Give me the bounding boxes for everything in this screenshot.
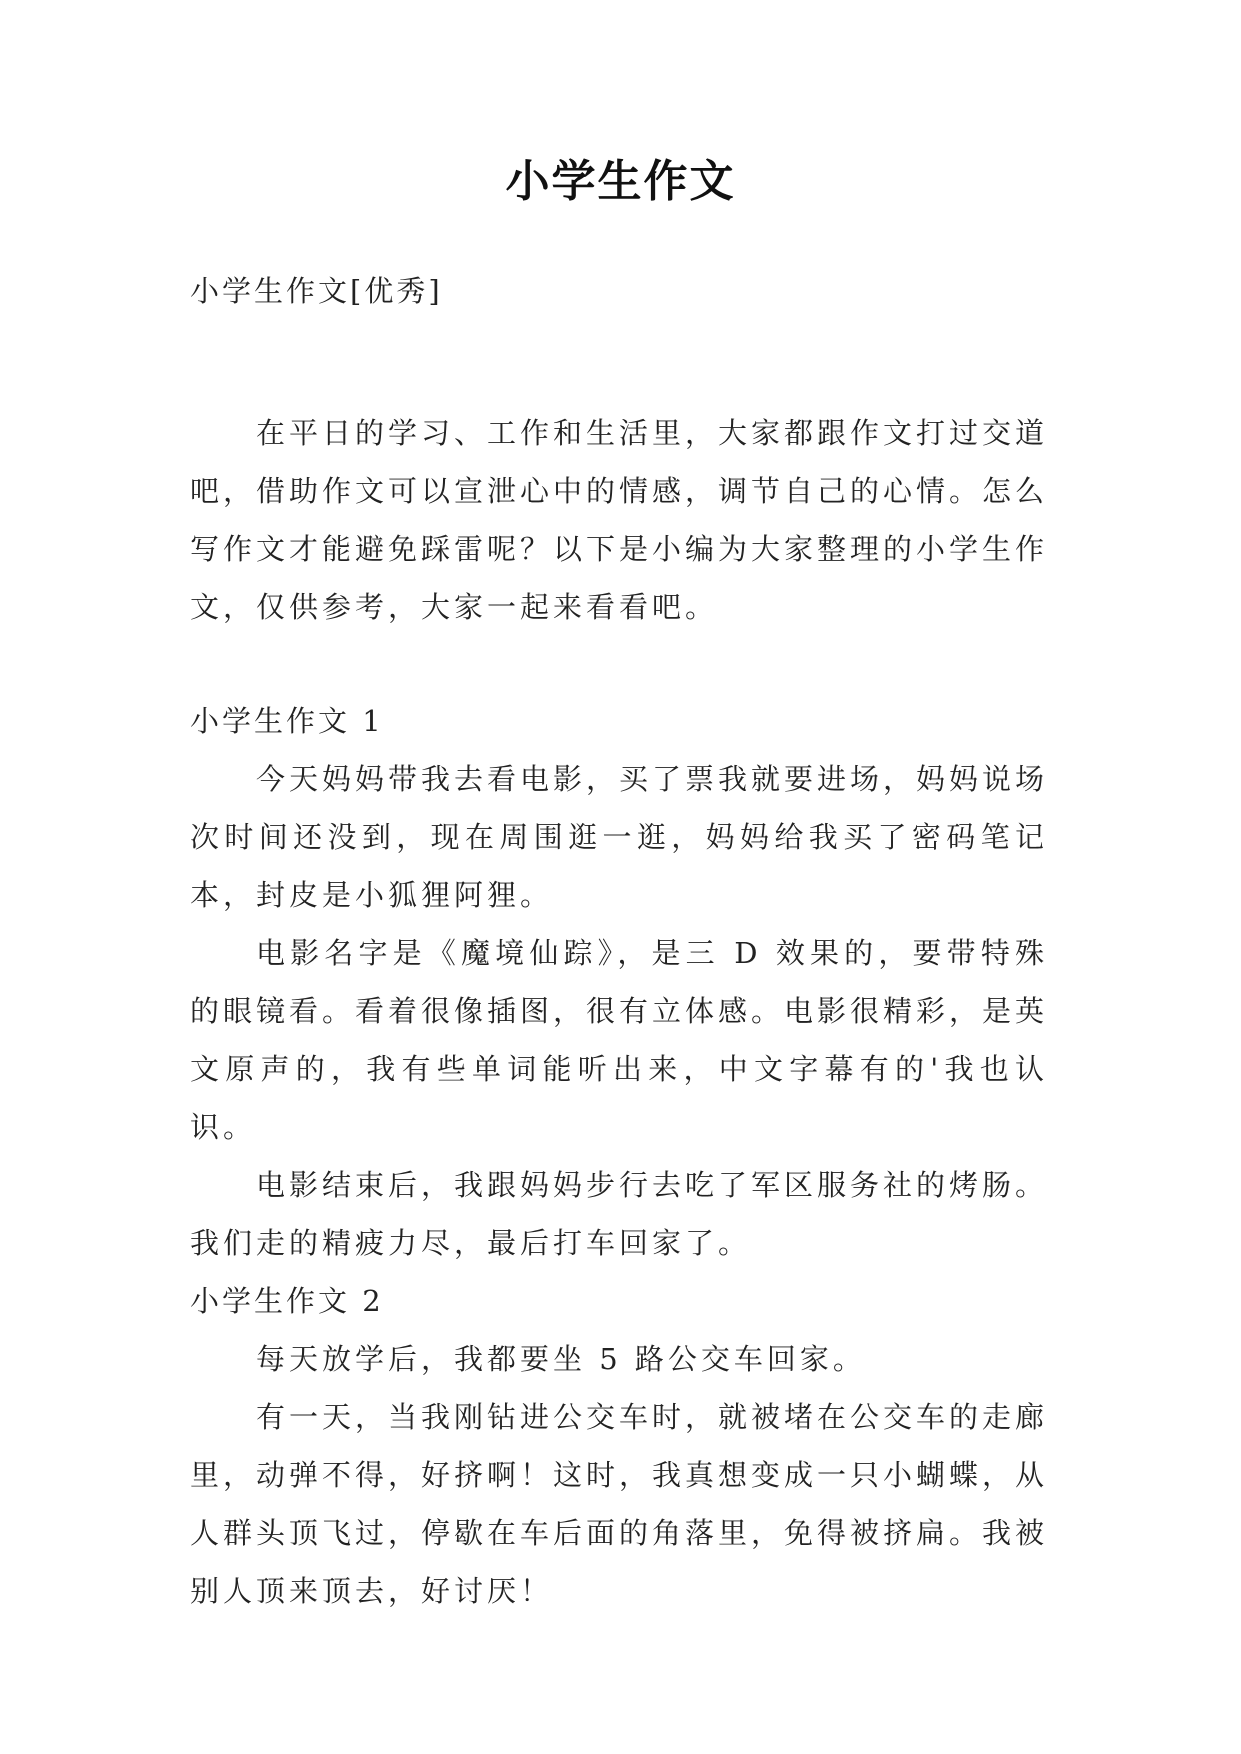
essay-paragraph: 有一天，当我刚钻进公交车时，就被堵在公交车的走廊里，动弹不得，好挤啊！这时，我真想变成一只小蝴蝶，从人群头顶飞过，停歇在车后面的角落里，免得被挤扁。我被别人顶来顶去，好讨厌！ xyxy=(190,1400,1049,1608)
essay-section xyxy=(190,692,1048,1272)
essay-paragraph: 电影结束后，我跟妈妈步行去吃了军区服务社的烤肠。我们走的精疲力尽，最后打车回家了。 xyxy=(190,1168,1049,1260)
essay-list xyxy=(190,692,1048,1620)
essay-paragraph: 今天妈妈带我去看电影，买了票我就要进场，妈妈说场次时间还没到，现在周围逛一逛，妈妈给我买了密码笔记本，封皮是小狐狸阿狸。 xyxy=(190,762,1049,912)
intro-paragraph: 在平日的学习、工作和生活里，大家都跟作文打过交道吧，借助作文可以宣泄心中的情感，调节自己的心情。怎么写作文才能避免踩雷呢？以下是小编为大家整理的小学生作文，仅供参考，大家一起来看看吧。 xyxy=(190,416,1049,624)
essay-heading: 小学生作文 2 xyxy=(190,1284,384,1318)
document-title: 小学生作文 xyxy=(505,156,736,207)
essay-paragraph: 每天放学后，我都要坐 5 路公交车回家。 xyxy=(256,1342,866,1376)
essay-paragraph: 电影名字是《魔境仙踪》，是三 D 效果的，要带特殊的眼镜看。看着很像插图，很有立体感。电影很精彩，是英文原声的，我有些单词能听出来，中文字幕有的'我也认识。 xyxy=(190,936,1049,1144)
essay-section xyxy=(190,1272,1048,1620)
essay-heading: 小学生作文 1 xyxy=(190,704,384,738)
document-subtitle: 小学生作文[优秀] xyxy=(190,274,443,308)
